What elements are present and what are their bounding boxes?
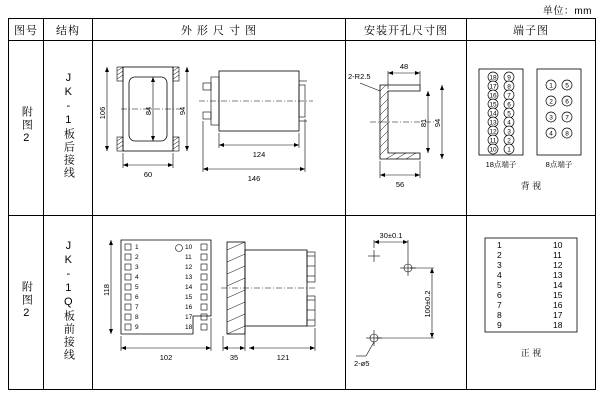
svg-text:11: 11 (553, 249, 562, 260)
svg-text:84: 84 (144, 107, 153, 116)
svg-text:15: 15 (489, 101, 497, 109)
svg-text:2: 2 (507, 137, 511, 145)
cell-outline-1 (93, 41, 346, 215)
svg-text:12: 12 (185, 263, 193, 271)
svg-text:2: 2 (135, 253, 139, 261)
svg-text:10: 10 (553, 239, 563, 250)
svg-text:1: 1 (135, 243, 139, 251)
svg-text:56: 56 (395, 180, 405, 190)
svg-text:11: 11 (185, 253, 192, 261)
terminal-drawing-jk1q (467, 216, 595, 378)
structure-label-2: JK-1Q板前接线 (62, 239, 75, 362)
svg-text:12: 12 (553, 259, 563, 270)
svg-text:5: 5 (507, 110, 511, 118)
svg-text:10: 10 (489, 146, 497, 154)
svg-text:1: 1 (549, 82, 553, 90)
svg-text:9: 9 (507, 74, 511, 82)
svg-text:18: 18 (489, 74, 497, 82)
svg-text:13: 13 (489, 119, 497, 127)
svg-text:30±0.1: 30±0.1 (379, 230, 403, 240)
svg-text:102: 102 (159, 352, 173, 362)
svg-text:4: 4 (497, 269, 502, 280)
svg-text:15: 15 (553, 289, 563, 300)
svg-text:7: 7 (507, 92, 511, 100)
cell-mounting-1 (346, 41, 467, 215)
svg-text:5: 5 (497, 279, 502, 290)
header-fig-no: 图号 (9, 19, 44, 41)
unit-note: 单位：mm (542, 6, 592, 17)
svg-text:8: 8 (497, 309, 502, 320)
svg-text:2-ø5: 2-ø5 (354, 358, 370, 368)
svg-text:13: 13 (185, 273, 193, 281)
cell-structure-2 (44, 215, 93, 389)
svg-text:9: 9 (497, 319, 502, 330)
svg-text:4: 4 (549, 130, 553, 138)
svg-text:81: 81 (419, 119, 428, 128)
cell-terminal-1 (467, 41, 596, 215)
terminal-drawing-jk1 (467, 41, 595, 203)
header-mounting: 安装开孔尺寸图 (346, 19, 467, 41)
cell-structure-1 (44, 41, 93, 215)
svg-text:16: 16 (185, 303, 193, 311)
svg-text:12: 12 (489, 128, 497, 136)
svg-text:94: 94 (433, 119, 442, 128)
header-outline: 外 形 尺 寸 图 (93, 19, 346, 41)
svg-text:124: 124 (252, 150, 266, 160)
svg-text:6: 6 (135, 293, 139, 301)
svg-text:2: 2 (549, 98, 553, 106)
svg-text:18: 18 (553, 319, 563, 330)
svg-text:4: 4 (135, 273, 139, 281)
svg-text:11: 11 (489, 137, 497, 145)
cell-fig-no-2 (9, 215, 44, 389)
svg-text:146: 146 (247, 174, 261, 184)
structure-label-1: JK-1板后接线 (62, 72, 75, 181)
svg-text:100±0.2: 100±0.2 (423, 290, 432, 318)
svg-text:正 视: 正 视 (520, 347, 542, 358)
cell-mounting-2 (346, 215, 467, 389)
svg-text:118: 118 (102, 283, 111, 296)
svg-text:3: 3 (135, 263, 139, 271)
svg-text:2: 2 (497, 249, 502, 260)
cell-outline-2 (93, 215, 346, 389)
svg-text:17: 17 (553, 309, 563, 320)
svg-text:3: 3 (549, 114, 553, 122)
svg-text:15: 15 (185, 293, 193, 301)
svg-text:16: 16 (489, 92, 497, 100)
outline-drawing-jk1 (93, 41, 345, 203)
cell-terminal-2 (467, 215, 596, 389)
svg-text:48: 48 (399, 62, 409, 72)
svg-text:14: 14 (489, 110, 497, 118)
svg-text:14: 14 (553, 279, 563, 290)
svg-text:121: 121 (276, 352, 290, 362)
header-terminal: 端子图 (467, 19, 596, 41)
svg-text:10: 10 (185, 243, 193, 251)
svg-text:8: 8 (135, 313, 139, 321)
svg-text:60: 60 (143, 170, 153, 180)
svg-text:13: 13 (553, 269, 563, 280)
svg-text:8: 8 (507, 83, 511, 91)
svg-text:8: 8 (565, 130, 569, 138)
svg-text:17: 17 (489, 83, 497, 91)
svg-text:4: 4 (507, 119, 511, 127)
svg-text:5: 5 (565, 82, 569, 90)
fig-no-label-2: 附图2 (20, 280, 33, 321)
svg-text:94: 94 (178, 107, 187, 116)
svg-text:35: 35 (229, 352, 239, 362)
svg-text:3: 3 (497, 259, 502, 270)
svg-text:5: 5 (135, 283, 139, 291)
fig-no-label-1: 附图2 (20, 106, 33, 147)
svg-text:6: 6 (565, 98, 569, 106)
svg-text:16: 16 (553, 299, 563, 310)
table-row (9, 41, 596, 215)
svg-text:9: 9 (135, 323, 139, 331)
svg-text:1: 1 (497, 239, 502, 250)
svg-text:106: 106 (98, 106, 107, 120)
svg-text:背 视: 背 视 (520, 181, 542, 192)
svg-text:7: 7 (565, 114, 569, 122)
mounting-drawing-jk1 (346, 41, 466, 203)
svg-text:6: 6 (507, 101, 511, 109)
mounting-drawing-jk1q (346, 216, 466, 378)
outline-drawing-jk1q (93, 216, 345, 378)
svg-text:7: 7 (135, 303, 139, 311)
svg-text:7: 7 (497, 299, 502, 310)
table-row (9, 215, 596, 389)
table-header-row (9, 19, 596, 41)
svg-text:18点端子: 18点端子 (485, 160, 517, 170)
svg-text:1: 1 (507, 146, 511, 154)
dimension-table (8, 18, 596, 390)
svg-text:2-R2.5: 2-R2.5 (348, 72, 371, 82)
svg-text:18: 18 (185, 323, 193, 331)
cell-fig-no-1 (9, 41, 44, 215)
svg-text:6: 6 (497, 289, 502, 300)
svg-text:8点端子: 8点端子 (545, 160, 573, 170)
svg-text:14: 14 (185, 283, 193, 291)
header-structure: 结构 (44, 19, 93, 41)
svg-text:17: 17 (185, 313, 193, 321)
svg-text:3: 3 (507, 128, 511, 136)
